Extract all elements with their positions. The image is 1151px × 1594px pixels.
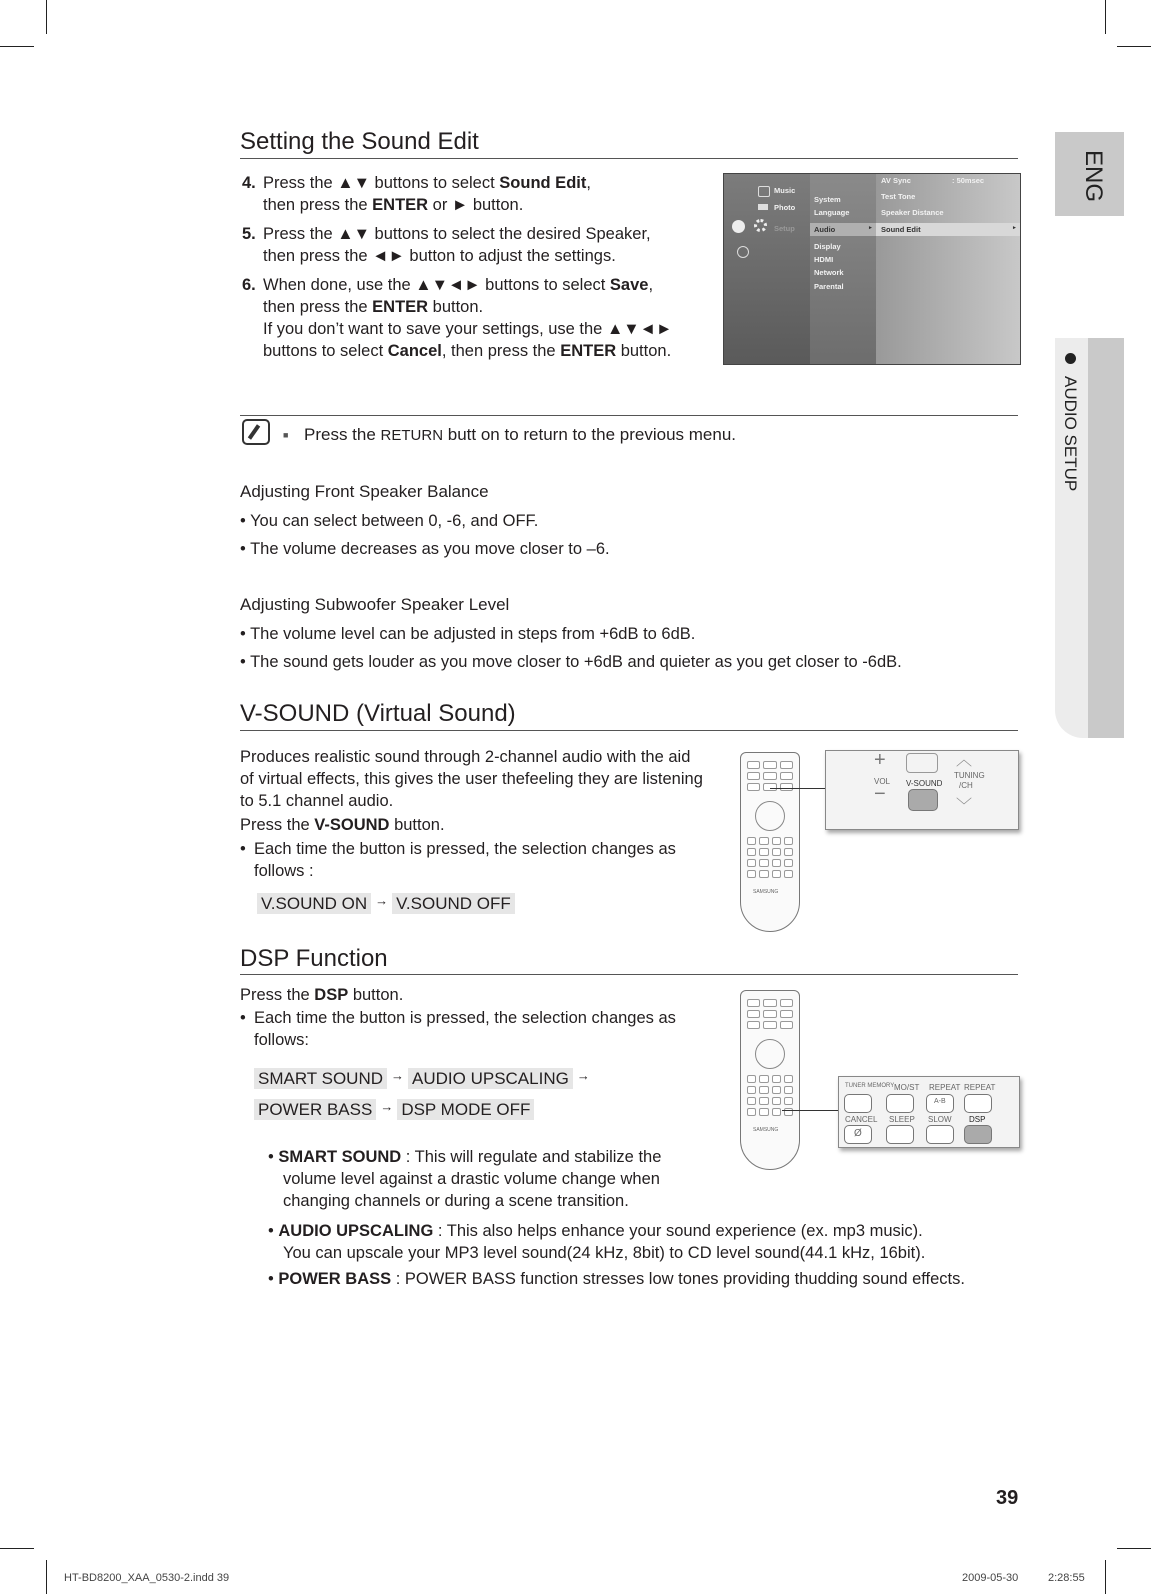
remote-control-illustration <box>740 990 800 1170</box>
repeat-button <box>964 1094 992 1113</box>
vol-plus-icon: + <box>874 750 886 771</box>
menu-item-sound-edit: Sound Edit <box>881 225 921 234</box>
menu-item-parental: Parental <box>814 282 844 291</box>
step-6-text: When done, use the ▲▼◄► buttons to select Save, then press the ENTER button. If you don’t want to save your settings, use the ▲▼◄► buttons to select Cancel, then press the ENTER button. <box>263 276 673 360</box>
vsound-on-chip: V.SOUND ON <box>257 893 371 914</box>
dsp-label: DSP <box>969 1115 986 1124</box>
menu-item-music: Music <box>774 186 796 195</box>
chevron-up-icon: ︿ <box>956 752 973 769</box>
tuner-memory-button <box>844 1094 872 1113</box>
dsp-bullet-dot: • <box>240 1009 246 1027</box>
arrow-icon: → <box>380 1099 394 1114</box>
callout-line <box>770 788 826 789</box>
music-icon <box>758 186 770 197</box>
crop-mark <box>1105 0 1106 34</box>
heading-rule <box>240 730 1018 731</box>
arrow-icon: → <box>391 1068 405 1083</box>
ch-label: /CH <box>959 781 973 790</box>
balance-bullet-2: • The volume decreases as you move closer to –6. <box>240 540 610 558</box>
note-rule <box>240 415 1018 416</box>
menu-item-av-sync-value: : 50msec <box>952 176 985 185</box>
dsp-item-smart-sound: • SMART SOUND : This will regulate and stabilize the volume level against a drastic volume change when changing channels or during a scene transition. <box>268 1148 662 1210</box>
photo-icon <box>758 204 768 210</box>
menu-column-main <box>724 174 810 364</box>
mo-st-label: MO/ST <box>894 1083 920 1092</box>
step-6: 6. <box>242 276 256 294</box>
repeat-ab-button <box>926 1094 954 1113</box>
gear-icon <box>754 219 767 232</box>
note-bullet: ■ <box>283 430 289 440</box>
vsound-button-zoom <box>825 750 1019 830</box>
footer-date: 2009-05-30 <box>962 1572 1019 1584</box>
chapter-tab-strip <box>1088 338 1124 738</box>
heading-rule <box>240 974 1018 975</box>
dsp-button <box>964 1125 992 1144</box>
pen-icon <box>248 424 260 439</box>
callout-line <box>782 1110 838 1111</box>
arrow-icon: → <box>576 1068 590 1083</box>
note-text: Press the RETURN butt on to return to the previous menu. <box>304 425 736 444</box>
globe-icon <box>737 246 749 258</box>
vsound-paragraph: Produces realistic sound through 2-channel audio with the aid of virtual effects, this gives the user thefeeling they are listening to 5.1 channel audio. <box>240 748 703 810</box>
menu-item-test-tone: Test Tone <box>881 192 916 201</box>
step-4-text: Press the ▲▼ buttons to select Sound Edit, then press the ENTER or ► button. <box>263 174 591 214</box>
heading-rule <box>240 158 1018 159</box>
vol-label: VOL <box>874 777 891 786</box>
menu-item-system: System <box>814 195 841 204</box>
footer-time: 2:28:55 <box>1048 1572 1085 1584</box>
menu-item-speaker-distance: Speaker Distance <box>881 208 944 217</box>
remote-buttons <box>747 999 793 1029</box>
subwoofer-heading: Adjusting Subwoofer Speaker Level <box>240 595 510 614</box>
remote-buttons <box>747 837 793 878</box>
remote-brand: SAMSUNG <box>753 1127 779 1133</box>
vsound-sequence <box>257 890 515 915</box>
crop-mark <box>1105 1560 1106 1594</box>
setup-menu-screenshot <box>723 173 1021 365</box>
step-5: 5. <box>242 225 256 243</box>
crop-mark <box>1117 1548 1151 1549</box>
arrow-icon: → <box>375 893 389 908</box>
step-4: 4. <box>242 174 256 192</box>
vsound-button <box>908 789 938 811</box>
remote-dpad <box>755 801 785 831</box>
dsp-button-zoom <box>838 1076 1020 1148</box>
menu-item-display: Display <box>814 242 841 251</box>
menu-arrow: ► <box>1012 225 1017 231</box>
audio-upscaling-chip: AUDIO UPSCALING <box>408 1068 573 1089</box>
remote-brand: SAMSUNG <box>753 889 779 895</box>
smart-sound-chip: SMART SOUND <box>254 1068 387 1089</box>
chapter-bullet-icon <box>1065 353 1076 364</box>
subwoofer-bullet-2: • The sound gets louder as you move closer to +6dB and quieter as you get closer to -6dB. <box>240 653 902 671</box>
menu-item-language: Language <box>814 208 850 217</box>
power-bass-chip: POWER BASS <box>254 1099 376 1120</box>
crop-mark <box>1117 46 1151 47</box>
section-heading-sound-edit: Setting the Sound Edit <box>240 128 479 155</box>
dsp-bullet: Each time the button is pressed, the selection changes as follows: <box>254 1009 676 1049</box>
menu-item-audio: Audio <box>814 225 836 234</box>
menu-column-audio <box>876 174 1020 364</box>
dsp-mode-off-chip: DSP MODE OFF <box>397 1099 534 1120</box>
crop-mark <box>0 46 34 47</box>
cancel-button <box>844 1125 872 1144</box>
repeat-ab-label: REPEAT <box>929 1083 961 1092</box>
remote-control-illustration <box>740 752 800 932</box>
cancel-label: CANCEL <box>845 1115 878 1124</box>
remote-buttons <box>747 761 793 791</box>
eng-tab-label: ENG <box>1080 150 1107 203</box>
crop-mark <box>0 1548 34 1549</box>
sleep-label: SLEEP <box>889 1115 915 1124</box>
dsp-item-power-bass: • POWER BASS : POWER BASS function stresses low tones providing thudding sound effects. <box>268 1270 965 1288</box>
cancel-icon: Ø <box>854 1128 862 1139</box>
step-5-text: Press the ▲▼ buttons to select the desired Speaker, then press the ◄► button to adjust the settings. <box>263 225 651 265</box>
chapter-tab-label: AUDIO SETUP <box>1061 376 1080 492</box>
footer-file: HT-BD8200_XAA_0530-2.indd 39 <box>64 1572 230 1584</box>
balance-heading: Adjusting Front Speaker Balance <box>240 482 489 501</box>
slow-button <box>926 1125 954 1144</box>
dsp-sequence-row-1 <box>254 1065 594 1090</box>
section-heading-dsp: DSP Function <box>240 945 388 972</box>
balance-bullet-1: • You can select between 0, -6, and OFF. <box>240 512 539 530</box>
vol-minus-icon: − <box>874 783 886 805</box>
subwoofer-bullet-1: • The volume level can be adjusted in steps from +6dB to 6dB. <box>240 625 696 643</box>
vsound-press: Press the V-SOUND button. <box>240 816 445 834</box>
vsound-off-chip: V.SOUND OFF <box>392 893 515 914</box>
page-number: 39 <box>996 1487 1019 1509</box>
vsound-label: V-SOUND <box>906 779 943 788</box>
dsp-press: Press the DSP button. <box>240 986 404 1004</box>
menu-item-hdmi: HDMI <box>814 255 834 264</box>
ab-label: A-B <box>934 1098 946 1105</box>
chevron-down-icon: ﹀ <box>956 798 973 815</box>
dsp-item-audio-upscaling: • AUDIO UPSCALING : This also helps enhance your sound experience (ex. mp3 music). You can upscale your MP3 level sound(24 kHz, 8bit) to CD level sound(44.1 kHz, 16bit). <box>268 1222 926 1262</box>
crop-mark <box>46 0 47 34</box>
repeat-label: REPEAT <box>964 1083 996 1092</box>
section-heading-vsound: V-SOUND (Virtual Sound) <box>240 700 516 727</box>
menu-arrow: ► <box>868 225 873 231</box>
tuner-memory-label: TUNER MEMORY <box>845 1083 895 1089</box>
crop-mark <box>46 1560 47 1594</box>
remote-dpad <box>755 1039 785 1069</box>
menu-item-setup: Setup <box>774 224 795 233</box>
tuning-label: TUNING <box>954 771 985 780</box>
menu-item-photo: Photo <box>774 203 796 212</box>
dsp-sequence-row-2 <box>254 1096 534 1121</box>
menu-item-av-sync: AV Sync <box>881 176 911 185</box>
mute-icon <box>906 753 938 773</box>
vsound-bullet-dot: • <box>240 840 246 858</box>
slow-label: SLOW <box>928 1115 952 1124</box>
sleep-button <box>886 1125 914 1144</box>
disc-icon <box>732 220 745 233</box>
menu-item-network: Network <box>814 268 844 277</box>
mo-st-button <box>886 1094 914 1113</box>
vsound-bullet: Each time the button is pressed, the selection changes as follows : <box>254 840 676 880</box>
note-icon <box>242 419 270 445</box>
